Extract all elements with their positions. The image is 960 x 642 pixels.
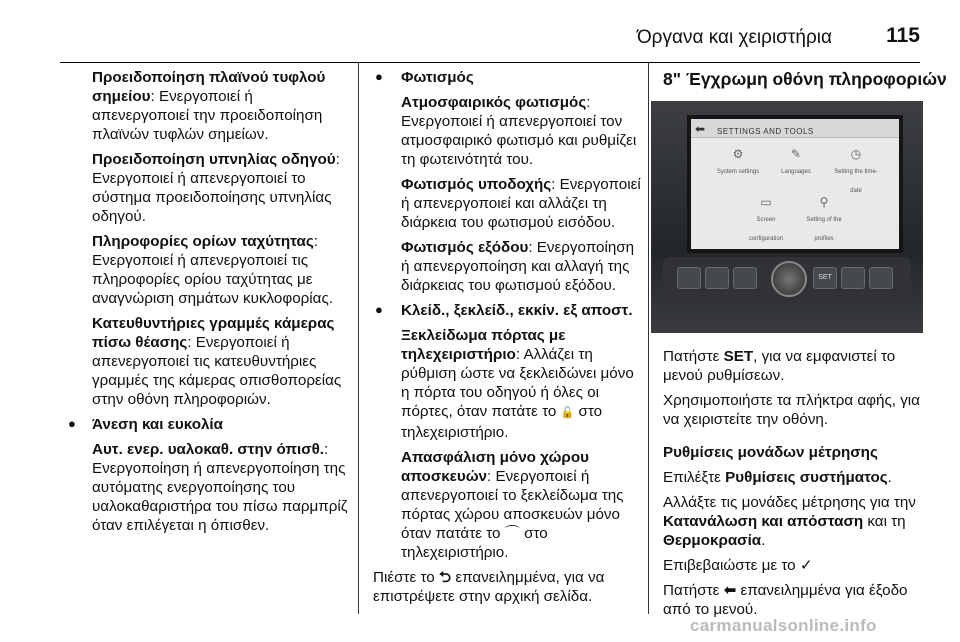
text-blind-spot: : Ενεργοποιεί ή απενεργοποιεί την προειδοποίηση πλαϊνών τυφλών σημείων. [92, 88, 323, 143]
screen-item-languages-label: Languages [781, 169, 811, 175]
text-trunk-unlock: : Ενεργοποιεί ή απενεργοποιεί το ξεκλείδωμα της πόρτας χώρου αποσκευών μόνο όταν πατάτε το [401, 468, 624, 542]
heading-units: Ρυθμίσεις μονάδων μέτρησης [663, 444, 878, 461]
panel-button-2[interactable] [705, 267, 729, 289]
text-press-set: Πατήστε [663, 348, 720, 365]
term-system-settings: Ρυθμίσεις συστήματος [725, 469, 888, 486]
display-photo [651, 101, 923, 333]
unlock-icon: 🔓 [560, 407, 575, 419]
bullet-lighting: ● Φωτισμός [401, 68, 646, 87]
term-ambient: Ατμοσφαιρικός φωτισμός [401, 94, 587, 111]
page-title: Όργανα και χειριστήρια [636, 27, 832, 48]
term-rear-wiper: Αυτ. ενερ. υαλοκαθ. στην όπισθ. [92, 441, 325, 458]
panel-button-6[interactable] [869, 267, 893, 289]
panel-button-5[interactable] [841, 267, 865, 289]
text-press-set-end: , για να εμφανιστεί το μενού ρυθμίσεων. [663, 348, 896, 384]
term-temperature: Θερμοκρασία [663, 532, 762, 549]
column-2 [358, 62, 646, 614]
bullet-locking: ● Κλείδ., ξεκλείδ., εκκίν. εξ αποστ. [401, 301, 646, 320]
text-drowsiness: : Ενεργοποιεί ή απενεργοποιεί το σύστημα προειδοποίησης υπνηλίας οδηγού. [92, 151, 340, 225]
term-rear-camera: Κατευθυντήριες γραμμές κάμερας πίσω θέασης [92, 315, 335, 351]
screen-header: SETTINGS AND TOOLS [717, 127, 814, 136]
screen-item-screen-label: Screen configuration [748, 217, 784, 242]
text-and: και τη [867, 513, 906, 530]
back-arrow-icon: ⬅ [695, 122, 706, 136]
text-select: Επιλέξτε [663, 469, 721, 486]
text-rear-camera: : Ενεργοποιεί ή απενεργοποιεί τις κατευθυντήριες γραμμές της κάμερας οπισθοπορείας στην οθόνη πληροφοριών. [92, 334, 342, 408]
panel-button-3[interactable] [733, 267, 757, 289]
term-remote-unlock: Ξεκλείδωμα πόρτας με τηλεχειριστήριο [401, 327, 566, 363]
screen-item-profiles-label: Setting of the profiles [806, 217, 842, 242]
screen-item-time-label: Setting the time-date [834, 169, 878, 194]
text-press: Πιέστε το [373, 569, 435, 586]
screen-item-profiles [799, 195, 849, 249]
text-trunk-unlock-end: στο τηλεχειριστήριο. [401, 525, 548, 561]
screen-item-languages [771, 147, 821, 182]
page-number: 115 [886, 24, 920, 47]
paragraph-rear-camera [92, 314, 350, 409]
text-change-units-end: . [761, 532, 766, 549]
back-icon: ⬅ [723, 582, 737, 599]
screen-item-time [831, 147, 881, 201]
paragraph-ambient [401, 93, 646, 169]
term-blind-spot: Προειδοποίηση πλαϊνού τυφλού σημείου [92, 69, 326, 105]
text-rear-wiper: : Ενεργοποίηση ή απενεργοποίηση της αυτόματης ενεργοποίησης του υαλοκαθαριστήρα του πίσω παρμπρίζ όταν επιλέγεται η όπισθεν. [92, 441, 348, 534]
profile-icon: ⚲ [819, 195, 829, 209]
screen-item-screen [741, 195, 791, 249]
term-speed-limit: Πληροφορίες ορίων ταχύτητας [92, 233, 314, 250]
paragraph-rear-wiper [92, 440, 350, 535]
paragraph-welcome [401, 175, 646, 232]
volume-knob[interactable] [771, 261, 807, 297]
section-title: 8" Έγχρωμη οθόνη πληροφοριών [663, 69, 947, 89]
paragraph-touch: Χρησιμοποιήστε τα πλήκτρα αφής, για να χειριστείτε την οθόνη. [663, 392, 920, 428]
control-panel [663, 257, 911, 303]
term-trunk-unlock: Απασφάλιση μόνο χώρου αποσκευών [401, 449, 589, 485]
column-3 [648, 62, 947, 618]
set-button[interactable]: SET [813, 267, 837, 289]
clock-icon: ◷ [850, 147, 862, 161]
checkmark-icon: ✓ [799, 557, 813, 574]
text-press-back: Πατήστε [663, 582, 720, 599]
paragraph-speed-limit [92, 232, 350, 308]
watermark: carmanualsonline.info [690, 616, 877, 635]
term-drowsiness: Προειδοποίηση υπνηλίας οδηγού [92, 151, 336, 168]
page-header [60, 22, 920, 63]
paragraph-units-heading [663, 443, 920, 462]
paragraph-blind-spot [92, 68, 350, 144]
text-speed-limit: : Ενεργοποιεί ή απενεργοποιεί τις πληροφορίες ορίου ταχύτητας με αναγνώριση σημάτων κυκλοφορίας. [92, 233, 333, 307]
monitor-icon: ▭ [760, 195, 772, 209]
paragraph-drowsiness [92, 150, 350, 226]
screen-display [687, 115, 903, 253]
return-icon: ⮌ [438, 569, 452, 586]
text-welcome: : Ενεργοποιεί ή απενεργοποιεί και αλλάζει τη διάρκεια του φωτισμού εισόδου. [401, 176, 641, 231]
column-1 [92, 68, 350, 541]
screen-header-bar [691, 119, 899, 138]
screen-item-system-label: System settings [716, 169, 760, 175]
paragraph-exit [401, 238, 646, 295]
text-confirm: Επιβεβαιώστε με το [663, 557, 796, 574]
text-select-end: . [887, 469, 892, 486]
paragraph-trunk-unlock [401, 448, 646, 562]
paragraph-confirm [663, 556, 920, 575]
screen-item-system [713, 147, 763, 182]
term-set: SET [723, 348, 754, 365]
term-welcome: Φωτισμός υποδοχής [401, 176, 552, 193]
panel-button-1[interactable] [677, 267, 701, 289]
paragraph-exit-menu [663, 581, 920, 619]
paragraph-change-units [663, 493, 920, 550]
trunk-icon: ⌒ [504, 525, 520, 542]
bullet-comfort: ● Άνεση και ευκολία [92, 415, 350, 434]
paragraph-remote-unlock [401, 326, 646, 442]
text-exit-menu: επανειλημμένα για έξοδο από το μενού. [663, 582, 908, 618]
speech-icon: ✎ [790, 147, 802, 161]
gear-icon: ⚙ [732, 147, 744, 161]
text-remote-unlock-end: στο τηλεχειριστήριο. [401, 403, 603, 441]
text-change-units: Αλλάξτε τις μονάδες μέτρησης για την [663, 494, 916, 511]
term-consumption: Κατανάλωση και απόσταση [663, 513, 864, 530]
paragraph-select-system [663, 468, 920, 487]
text-exit: : Ενεργοποίηση ή απενεργοποίηση και αλλαγή της διάρκειας του φωτισμού εξόδου. [401, 239, 635, 294]
term-exit: Φωτισμός εξόδου [401, 239, 529, 256]
paragraph-return [373, 568, 646, 606]
text-return-end: επανειλημμένα, για να επιστρέψετε στην αρχική σελίδα. [373, 569, 605, 605]
text-ambient: : Ενεργοποιεί ή απενεργοποιεί τον ατμοσφαιρικό φωτισμό και ρυθμίζει τη φωτεινότητά του. [401, 94, 637, 168]
paragraph-press-set [663, 347, 920, 385]
text-remote-unlock: : Αλλάζει τη ρύθμιση ώστε να ξεκλειδώνει μόνο η πόρτα του οδηγού ή όλες οι πόρτες, όταν πατάτε το [401, 346, 634, 420]
